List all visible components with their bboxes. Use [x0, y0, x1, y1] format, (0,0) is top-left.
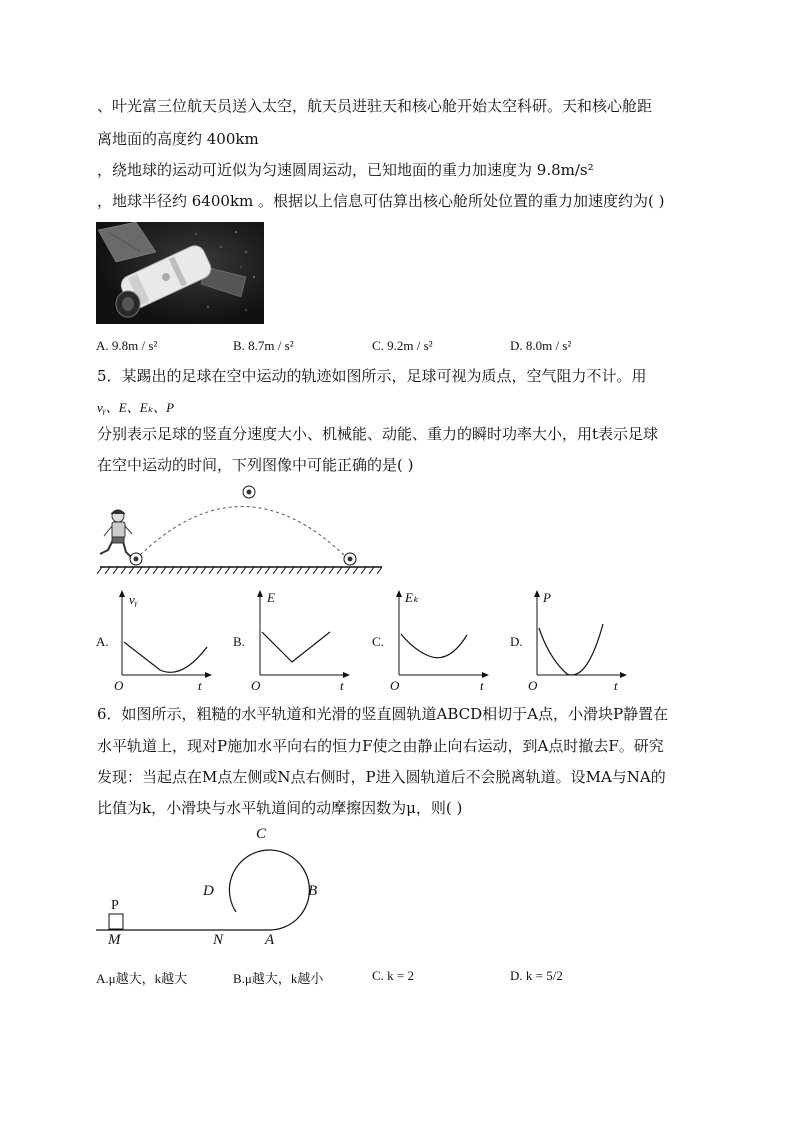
graph-c-xlabel: t [480, 678, 484, 693]
space-station-photo [96, 222, 264, 324]
point-d-label: D [203, 883, 214, 899]
q4-option-d: D. 8.0m / s² [510, 338, 572, 353]
point-c-label: C [256, 826, 267, 842]
q6-line-1: 6．如图所示，粗糙的水平轨道和光滑的竖直圆轨道ABCD相切于A点，小滑块P静置在 [97, 705, 669, 723]
q4-option-b: B. 8.7m / s² [233, 338, 294, 353]
football-top [243, 486, 255, 498]
graph-d-option: D. [510, 634, 523, 649]
circular-track [229, 850, 309, 930]
graph-b-curve [262, 632, 330, 662]
graph-d-origin: O [528, 678, 538, 693]
graph-d-xlabel: t [614, 678, 618, 693]
q6-line-3: 发现：当起点在M点左侧或N点右侧时，P进入圆轨道后不会脱离轨道。设MA与NA的 [97, 768, 666, 786]
graph-a-curve [124, 642, 207, 672]
graph-a-axes [112, 590, 212, 690]
graph-a-option: A. [96, 634, 109, 649]
point-b-label: B [308, 883, 318, 899]
football-end [344, 553, 356, 565]
football-trajectory-figure [96, 484, 386, 579]
ground-hatching [97, 567, 382, 574]
graph-a-origin: O [114, 678, 124, 693]
slider-block [109, 914, 123, 929]
graph-c-ylabel: Eₖ [405, 590, 419, 605]
graph-c-curve [401, 634, 467, 658]
graph-d-curve [539, 624, 603, 675]
q6-option-b: B.μ越大，k越小 [233, 971, 324, 986]
q4-line-1: 、叶光富三位航天员送入太空，航天员进驻天和核心舱开始太空科研。天和核心舱距 [97, 97, 653, 115]
point-a-label: A [265, 932, 275, 948]
graph-b-option: B. [233, 634, 245, 649]
graph-d-ylabel: P [543, 590, 551, 605]
q4-line-3: ，绕地球的运动可近似为匀速圆周运动，已知地面的重力加速度为 9.8m/s² [97, 161, 594, 179]
q6-line-2: 水平轨道上，现对P施加水平向右的恒力F使之由静止向右运动，到A点时撤去F。研究 [97, 737, 664, 755]
graph-b-ylabel: E [267, 590, 275, 605]
football-start [130, 553, 142, 565]
q5-line-3: 分别表示足球的竖直分速度大小、机械能、动能、重力的瞬时功率大小，用t表示足球 [97, 425, 659, 443]
q6-option-d: D. k = 5/2 [510, 968, 563, 983]
q4-line-2: 离地面的高度约 400km [97, 130, 259, 148]
graph-c-axes [389, 590, 489, 690]
graph-a-xlabel: t [198, 678, 202, 693]
space-station-illustration [96, 222, 264, 324]
kicker-figure [100, 510, 132, 558]
q5-symbols: vᵧ、E、Eₖ、P [97, 400, 175, 415]
point-n-label: N [213, 932, 224, 948]
q4-option-a: A. 9.8m / s² [96, 338, 158, 353]
q6-option-c: C. k = 2 [372, 968, 415, 983]
graph-c-origin: O [390, 678, 400, 693]
graph-b-axes [250, 590, 350, 690]
graph-a-ylabel: vᵧ [129, 592, 138, 607]
q5-line-1: 5．某踢出的足球在空中运动的轨迹如图所示，足球可视为质点，空气阻力不计。用 [97, 367, 647, 385]
q5-line-4: 在空中运动的时间，下列图像中可能正确的是( ) [97, 456, 414, 474]
q6-option-a: A.μ越大，k越大 [96, 971, 188, 986]
graph-b-origin: O [251, 678, 261, 693]
point-p-label: P [111, 898, 119, 913]
q6-line-4: 比值为k，小滑块与水平轨道间的动摩擦因数为μ，则( ) [97, 799, 463, 817]
q4-option-c: C. 9.2m / s² [372, 338, 433, 353]
graph-d-axes [527, 590, 627, 690]
graph-c-option: C. [372, 634, 384, 649]
point-m-label: M [108, 932, 121, 948]
q4-line-4: ，地球半径约 6400km 。根据以上信息可估算出核心舱所处位置的重力加速度约为( ) [97, 192, 665, 210]
graph-b-xlabel: t [340, 678, 344, 693]
trajectory-path [136, 507, 348, 560]
